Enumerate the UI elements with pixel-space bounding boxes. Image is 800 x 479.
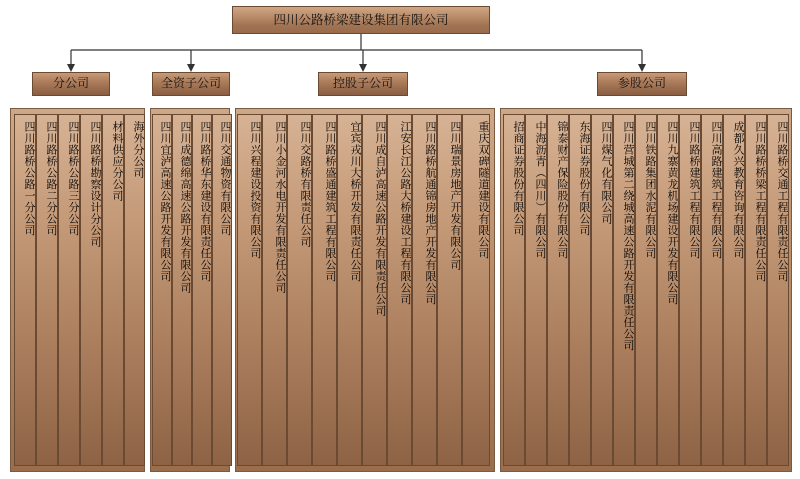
list-item[interactable]: 四川路桥公路一分公司: [14, 114, 36, 466]
list-item[interactable]: 材料供应分公司: [102, 114, 124, 466]
list-item[interactable]: 四川交路桥有限责任公司: [287, 114, 312, 466]
list-item[interactable]: 四川高路建筑工程有限公司: [701, 114, 723, 466]
list-item[interactable]: 四川煤气化有限公司: [591, 114, 613, 466]
list-item[interactable]: 四川路桥交通工程有限责任公司: [767, 114, 789, 466]
list-item[interactable]: 锦泰财产保险股份有限公司: [547, 114, 569, 466]
list-item[interactable]: 四川兴程建设投资有限公司: [237, 114, 262, 466]
list-item[interactable]: 招商证券股份有限公司: [503, 114, 525, 466]
list-item[interactable]: 四川路桥桥梁工程有限责任公司: [745, 114, 767, 466]
list-item[interactable]: 四川路桥建筑工程有限公司: [679, 114, 701, 466]
list-item[interactable]: 宜宾戎川大桥开发有限责任公司: [337, 114, 362, 466]
group-header-equity: 参股公司: [597, 72, 687, 96]
group-header-holding: 控股子公司: [318, 72, 408, 96]
list-item[interactable]: 四川营城第二绕城高速公路开发有限责任公司: [613, 114, 635, 466]
list-item[interactable]: 四川成德绵高速公路开发有限公司: [172, 114, 192, 466]
list-item[interactable]: 四川宜泸高速公路开发有限公司: [152, 114, 172, 466]
list-item[interactable]: 四川九寨黄龙机场建设开发有限公司: [657, 114, 679, 466]
list-item[interactable]: 四川路桥勘察设计分公司: [80, 114, 102, 466]
list-item[interactable]: 四川路桥华东建设有限责任公司: [192, 114, 212, 466]
list-item[interactable]: 东海证券股份有限公司: [569, 114, 591, 466]
list-item[interactable]: 四川路桥盛通建筑工程有限公司: [312, 114, 337, 466]
list-item[interactable]: 重庆双碑隧道建设有限公司: [462, 114, 490, 466]
list-item[interactable]: 四川铁路集团水泥有限公司: [635, 114, 657, 466]
list-item[interactable]: 四川路桥公路二分公司: [36, 114, 58, 466]
list-item[interactable]: 四川交通物资有限公司: [212, 114, 232, 466]
list-item[interactable]: 江安长江公路大桥建设工程有限公司: [387, 114, 412, 466]
list-item[interactable]: 四川成自泸高速公路开发有限责任公司: [362, 114, 387, 466]
list-item[interactable]: 四川路桥公路三分公司: [58, 114, 80, 466]
list-item[interactable]: 海外分公司: [124, 114, 145, 466]
list-item[interactable]: 四川瑞景房地产开发有限公司: [437, 114, 462, 466]
root-node: 四川公路桥梁建设集团有限公司: [232, 6, 490, 34]
list-item[interactable]: 中海沥青（四川）有限公司: [525, 114, 547, 466]
list-item[interactable]: 成都久兴教育咨询有限公司: [723, 114, 745, 466]
group-header-wholly-owned: 全资子公司: [152, 72, 230, 96]
list-item[interactable]: 四川路桥航通锦房地产开发有限公司: [412, 114, 437, 466]
list-item[interactable]: 四川小金河水电开发有限责任公司: [262, 114, 287, 466]
group-header-branch: 分公司: [32, 72, 110, 96]
